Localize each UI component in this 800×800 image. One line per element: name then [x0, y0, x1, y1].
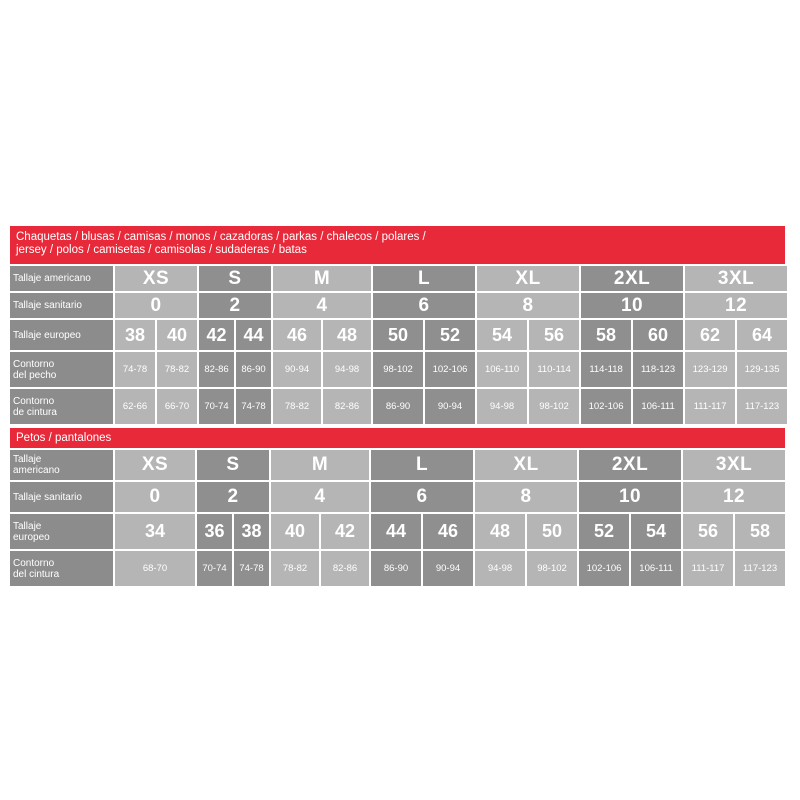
chest-cell: 74-78 — [115, 352, 155, 387]
sanitary-cell: 12 — [685, 293, 787, 318]
lower-banner-line: Petos / pantalones — [16, 432, 112, 444]
waist-cell: 68-70 — [115, 551, 195, 586]
waist-cell: 111-117 — [683, 551, 733, 586]
chest-cell: 82-86 — [199, 352, 234, 387]
waist-cell: 106-111 — [633, 389, 683, 424]
sanitary-cell: 6 — [373, 293, 475, 318]
waist-cell: 98-102 — [527, 551, 577, 586]
upper-row-american — [10, 266, 787, 291]
row-label — [10, 389, 113, 424]
european-cell: 40 — [271, 514, 319, 549]
european-cell: 48 — [475, 514, 525, 549]
row-label-line: Contorno — [13, 557, 55, 569]
lower-section-banner — [10, 428, 785, 448]
row-label — [10, 450, 113, 480]
row-label-line: de cintura — [13, 406, 57, 418]
row-label — [10, 514, 113, 549]
size-cell: L — [371, 450, 473, 480]
european-cell: 58 — [581, 320, 631, 350]
row-label: Tallaje europeo — [10, 320, 113, 350]
waist-cell: 78-82 — [273, 389, 321, 424]
sanitary-cell: 2 — [199, 293, 271, 318]
row-label-line: europeo — [13, 531, 50, 543]
european-cell: 36 — [197, 514, 232, 549]
row-label: Tallaje sanitario — [10, 482, 113, 512]
upper-row-sanitary — [10, 293, 787, 318]
european-cell: 54 — [631, 514, 681, 549]
waist-cell: 117-123 — [737, 389, 787, 424]
row-label: Tallaje sanitario — [10, 293, 113, 318]
european-cell: 64 — [737, 320, 787, 350]
waist-cell: 106-111 — [631, 551, 681, 586]
size-cell: S — [199, 266, 271, 291]
sanitary-cell: 4 — [271, 482, 369, 512]
size-cell: S — [197, 450, 269, 480]
upper-row-chest — [10, 352, 787, 387]
size-cell: 2XL — [579, 450, 681, 480]
upper-row-european — [10, 320, 787, 350]
size-cell: M — [271, 450, 369, 480]
lower-row-waist — [10, 551, 785, 586]
waist-cell: 86-90 — [371, 551, 421, 586]
european-cell: 44 — [236, 320, 271, 350]
row-label-line: del pecho — [13, 369, 57, 381]
chest-cell: 110-114 — [529, 352, 579, 387]
waist-cell: 70-74 — [197, 551, 232, 586]
size-cell: 2XL — [581, 266, 683, 291]
european-cell: 62 — [685, 320, 735, 350]
size-cell: XS — [115, 266, 197, 291]
waist-cell: 86-90 — [373, 389, 423, 424]
sanitary-cell: 8 — [475, 482, 577, 512]
european-cell: 50 — [373, 320, 423, 350]
waist-cell: 62-66 — [115, 389, 155, 424]
chest-cell: 129-135 — [737, 352, 787, 387]
chest-cell: 78-82 — [157, 352, 197, 387]
european-cell: 38 — [115, 320, 155, 350]
row-label-line: americano — [13, 465, 60, 476]
waist-cell: 94-98 — [475, 551, 525, 586]
lower-row-european — [10, 514, 785, 549]
row-label-line: Tallaje — [13, 454, 42, 465]
upper-banner-line: Chaquetas / blusas / camisas / monos / cazadoras / parkas / chalecos / polares / — [16, 231, 426, 243]
size-cell: M — [273, 266, 371, 291]
row-label-line: Contorno — [13, 395, 55, 407]
waist-cell: 117-123 — [735, 551, 785, 586]
waist-cell: 82-86 — [323, 389, 371, 424]
european-cell: 60 — [633, 320, 683, 350]
european-cell: 42 — [321, 514, 369, 549]
size-cell: 3XL — [683, 450, 785, 480]
sanitary-cell: 0 — [115, 293, 197, 318]
size-cell: 3XL — [685, 266, 787, 291]
sanitary-cell: 12 — [683, 482, 785, 512]
waist-cell: 74-78 — [234, 551, 269, 586]
row-label — [10, 352, 113, 387]
chest-cell: 86-90 — [236, 352, 271, 387]
waist-cell: 90-94 — [425, 389, 475, 424]
sanitary-cell: 10 — [581, 293, 683, 318]
waist-cell: 94-98 — [477, 389, 527, 424]
chest-cell: 123-129 — [685, 352, 735, 387]
chest-cell: 118-123 — [633, 352, 683, 387]
size-cell: XL — [475, 450, 577, 480]
european-cell: 52 — [579, 514, 629, 549]
chest-cell: 102-106 — [425, 352, 475, 387]
sanitary-cell: 2 — [197, 482, 269, 512]
sanitary-cell: 6 — [371, 482, 473, 512]
european-cell: 42 — [199, 320, 234, 350]
waist-cell: 90-94 — [423, 551, 473, 586]
chest-cell: 98-102 — [373, 352, 423, 387]
european-cell: 58 — [735, 514, 785, 549]
chest-cell: 106-110 — [477, 352, 527, 387]
size-chart — [10, 226, 785, 588]
row-label — [10, 551, 113, 586]
waist-cell: 111-117 — [685, 389, 735, 424]
sanitary-cell: 8 — [477, 293, 579, 318]
lower-size-table — [8, 448, 787, 588]
row-label: Tallaje americano — [10, 266, 113, 291]
lower-row-sanitary — [10, 482, 785, 512]
waist-cell: 66-70 — [157, 389, 197, 424]
sanitary-cell: 4 — [273, 293, 371, 318]
sanitary-cell: 0 — [115, 482, 195, 512]
european-cell: 52 — [425, 320, 475, 350]
european-cell: 40 — [157, 320, 197, 350]
waist-cell: 102-106 — [581, 389, 631, 424]
waist-cell: 82-86 — [321, 551, 369, 586]
waist-cell: 78-82 — [271, 551, 319, 586]
upper-banner-line: jersey / polos / camisetas / camisolas / sudaderas / batas — [16, 244, 307, 256]
upper-size-table — [8, 264, 789, 426]
waist-cell: 98-102 — [529, 389, 579, 424]
row-label-line: Tallaje — [13, 520, 42, 532]
european-cell: 44 — [371, 514, 421, 549]
chest-cell: 94-98 — [323, 352, 371, 387]
european-cell: 50 — [527, 514, 577, 549]
european-cell: 54 — [477, 320, 527, 350]
waist-cell: 74-78 — [236, 389, 271, 424]
waist-cell: 102-106 — [579, 551, 629, 586]
european-cell: 38 — [234, 514, 269, 549]
european-cell: 34 — [115, 514, 195, 549]
sanitary-cell: 10 — [579, 482, 681, 512]
size-cell: XL — [477, 266, 579, 291]
row-label-line: del cintura — [13, 568, 60, 580]
european-cell: 46 — [273, 320, 321, 350]
european-cell: 56 — [683, 514, 733, 549]
european-cell: 46 — [423, 514, 473, 549]
lower-row-american — [10, 450, 785, 480]
size-cell: XS — [115, 450, 195, 480]
row-label-line: Contorno — [13, 358, 55, 370]
chest-cell: 114-118 — [581, 352, 631, 387]
chest-cell: 90-94 — [273, 352, 321, 387]
upper-section-banner — [10, 226, 785, 264]
waist-cell: 70-74 — [199, 389, 234, 424]
upper-row-waist — [10, 389, 787, 424]
european-cell: 48 — [323, 320, 371, 350]
size-cell: L — [373, 266, 475, 291]
european-cell: 56 — [529, 320, 579, 350]
